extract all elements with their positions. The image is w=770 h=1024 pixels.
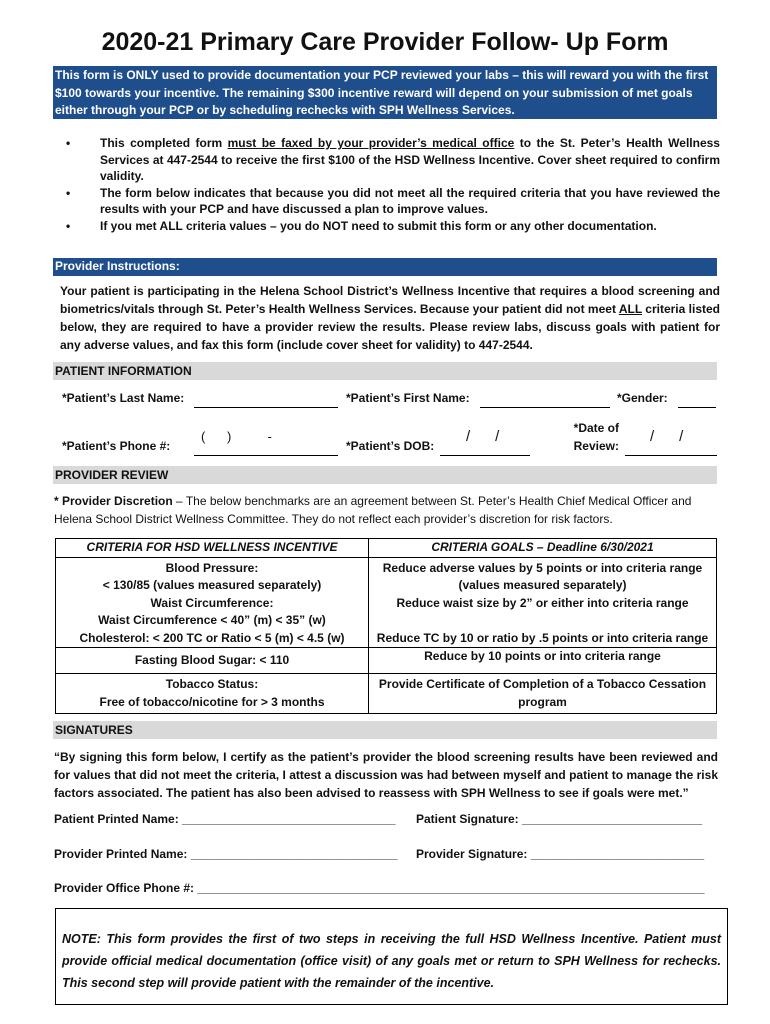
bullet-item <box>60 135 720 185</box>
note-box: NOTE: This form provides the first of two steps in receiving the full HSD Wellness Incentive. Patient must provide official medical documentation (office visit) of any goals met or return to SPH Wellness for rechecks. This second step will provide patient with the remainder of the incentive. <box>55 908 728 1005</box>
discretion-bold: * Provider Discretion <box>54 494 173 508</box>
bullet-text: The form below indicates that because you did not meet all the required criteria that you have reviewed the results with your PCP and have discussed a plan to improve values. <box>100 185 720 217</box>
cell-line: program <box>518 694 567 709</box>
provider-review-header: PROVIDER REVIEW <box>53 466 717 484</box>
cell-line: < 130/85 (values measured separately) <box>102 578 322 592</box>
bullet-underlined-text: must be faxed by your provider’s medical office <box>227 136 515 150</box>
phone-mask: ( ) - <box>201 429 272 444</box>
patient-printed-name-field[interactable]: Patient Printed Name: ________________________________ <box>54 812 396 826</box>
table-header-row <box>56 539 717 558</box>
gender-field[interactable] <box>678 407 716 408</box>
goal-cell <box>369 557 717 648</box>
bullet-text: If you met ALL criteria values – you do NOT need to submit this form or any other documentation. <box>100 218 657 233</box>
bullet-text: to the St. Peter’s Health Wellness Services at 447-2544 to receive the first $100 of the HSD Wellness Incentive. Cover sheet required to confirm validity. <box>100 136 720 184</box>
table-row <box>56 557 717 648</box>
bullet-item <box>60 218 720 235</box>
page-title: 2020-21 Primary Care Provider Follow- Up Form <box>101 28 669 56</box>
goal-cell: Reduce by 10 points or into criteria range <box>369 648 717 674</box>
provider-instructions-header: Provider Instructions: <box>53 258 717 276</box>
provider-printed-name-field[interactable]: Provider Printed Name: _______________________________ <box>54 847 398 861</box>
cell-line: Free of tobacco/nicotine for > 3 months <box>99 694 325 709</box>
cell-line: Cholesterol: < 200 TC or Ratio < 5 (m) < 4.5 (w) <box>79 630 345 645</box>
instructions-underlined-text: ALL <box>618 302 642 316</box>
table-row <box>56 648 717 674</box>
cell-line: Waist Circumference < 40” (m) < 35” (w) <box>98 613 326 627</box>
signature-statement: “By signing this form below, I certify as the patient’s provider the blood screening results have been reviewed and for values that did not meet the criteria, I attest a discussion was had between myself and patient to manage the risk factors associated. The patient has also been advised to reassess with SPH Wellness to see if goals were met.” <box>54 750 718 800</box>
cell-spacer <box>371 612 714 630</box>
first-name-label: *Patient’s First Name: <box>346 391 470 405</box>
date-review-field[interactable] <box>625 455 717 456</box>
date-review-label: *Date of <box>573 421 619 435</box>
cell-line: Tobacco Status: <box>165 677 259 691</box>
bullet-item <box>60 185 720 218</box>
provider-instructions-text <box>60 282 720 354</box>
cell-line: Reduce TC by 10 or ratio by .5 points or into criteria range <box>376 630 709 645</box>
signatures-header: SIGNATURES <box>53 721 717 739</box>
dob-label: *Patient’s DOB: <box>346 439 435 453</box>
instruction-bullets <box>60 135 720 235</box>
date-review-mask: / / <box>650 428 684 445</box>
provider-office-phone-field[interactable]: Provider Office Phone #: ____________________________________________________________________________ <box>54 881 705 895</box>
gender-label: *Gender: <box>617 391 668 405</box>
dob-field[interactable] <box>440 455 530 456</box>
first-name-field[interactable] <box>480 407 610 408</box>
patient-info-header: PATIENT INFORMATION <box>53 362 717 380</box>
phone-field[interactable] <box>194 455 338 456</box>
dob-mask: / / <box>466 428 500 445</box>
cell-line: Blood Pressure: <box>165 560 259 575</box>
intro-banner: This form is ONLY used to provide documentation your PCP reviewed your labs – this will reward you with the first $100 towards your incentive. The remaining $300 incentive reward will depend on your submission of met goals either through your PCP or by scheduling rechecks with SPH Wellness Services. <box>53 66 717 119</box>
date-review-label: Review: <box>573 439 619 453</box>
table-row <box>56 674 717 714</box>
criteria-header: CRITERIA FOR HSD WELLNESS INCENTIVE <box>56 539 369 558</box>
provider-signature-field[interactable]: Provider Signature: __________________________ <box>416 847 705 861</box>
cell-line: Provide Certificate of Completion of a Tobacco Cessation <box>378 677 707 691</box>
provider-discretion-text <box>54 493 720 528</box>
instructions-text: criteria listed below, they are required to have a provider review the results. Please review labs, discuss goals with patient for any adverse values, and fax this form (include cover sheet for validity) to 447-2544. <box>60 302 720 352</box>
criteria-table <box>55 538 717 714</box>
last-name-field[interactable] <box>194 407 338 408</box>
criteria-cell <box>56 674 369 714</box>
last-name-label: *Patient’s Last Name: <box>62 391 185 405</box>
criteria-cell: Fasting Blood Sugar: < 110 <box>56 648 369 674</box>
phone-label: *Patient’s Phone #: <box>62 439 171 453</box>
goals-header: CRITERIA GOALS – Deadline 6/30/2021 <box>369 539 717 558</box>
cell-line: Waist Circumference: <box>150 595 274 610</box>
goal-cell <box>369 674 717 714</box>
cell-line: Reduce waist size by 2” or either into criteria range <box>396 595 689 610</box>
patient-signature-field[interactable]: Patient Signature: ___________________________ <box>416 812 703 826</box>
cell-line: Reduce adverse values by 5 points or into criteria range <box>382 560 703 575</box>
cell-line: (values measured separately) <box>458 578 627 592</box>
criteria-cell <box>56 557 369 648</box>
bullet-text: This completed form <box>100 136 228 150</box>
discretion-text: – The below benchmarks are an agreement between St. Peter’s Health Chief Medical Officer and Helena School District Wellness Committee. They do not reflect each provider’s discretion for risk factors. <box>54 494 692 526</box>
instructions-text: Your patient is participating in the Helena School District’s Wellness Incentive that requires a blood screening and biometrics/vitals through St. Peter’s Health Wellness Services. Because your patient did not meet <box>60 284 720 316</box>
